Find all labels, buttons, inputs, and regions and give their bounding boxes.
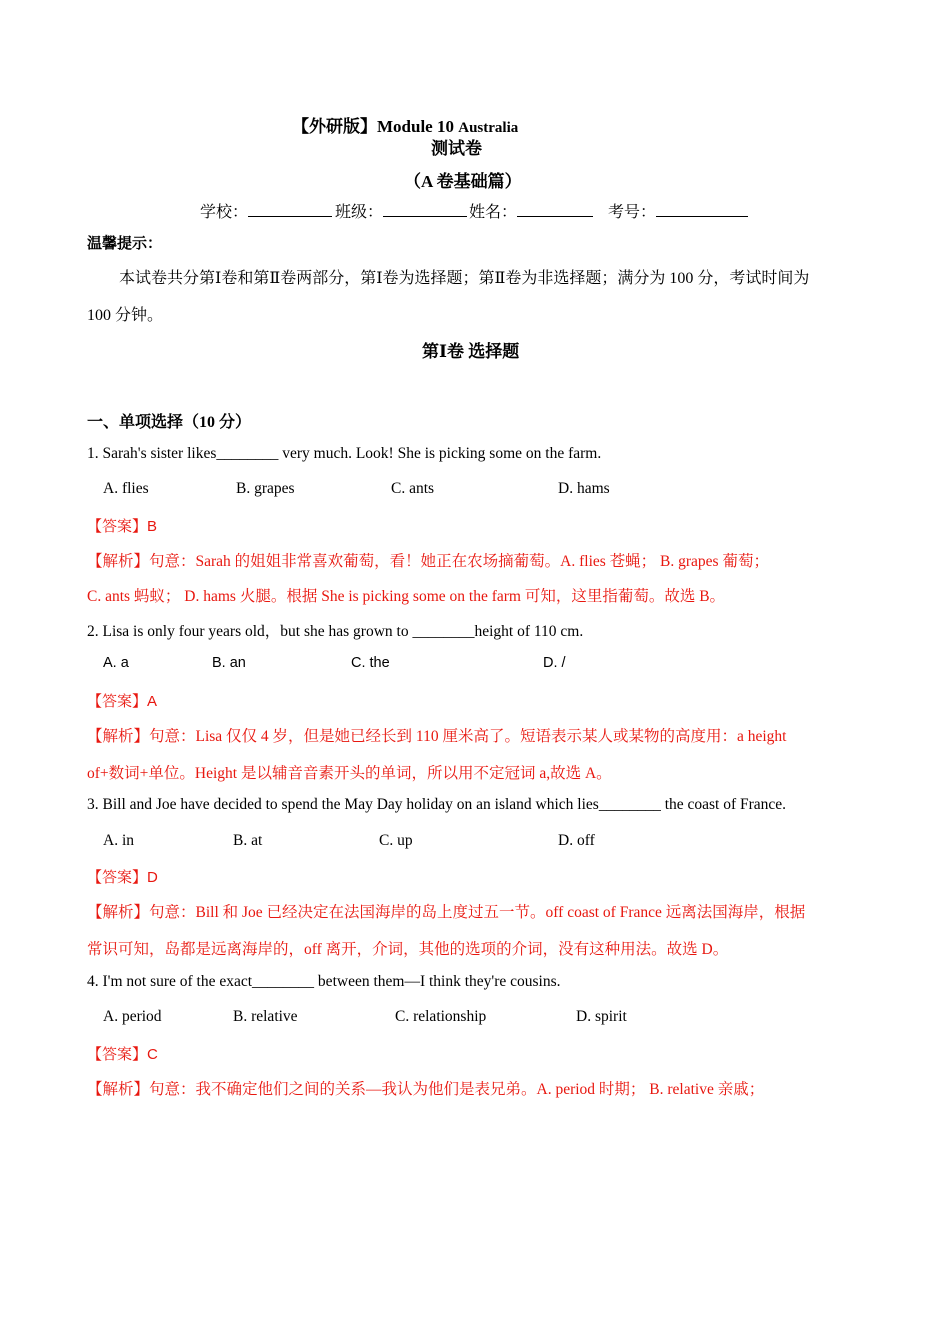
question-3-option-d: D. off xyxy=(558,832,595,849)
question-1-option-a: A. flies xyxy=(103,480,149,497)
question-1-stem: 1. Sarah's sister likes________ very much. Look! She is picking some on the farm. xyxy=(87,445,602,462)
title-prefix: 【外研版】 xyxy=(292,117,377,136)
question-2-option-b: B. an xyxy=(212,655,246,671)
question-4-answer: 【答案】C xyxy=(87,1046,158,1063)
question-2-explanation-line-2: of+数词+单位。Height 是以辅音音素开头的单词，所以用不定冠词 a,故选 A。 xyxy=(87,765,612,782)
paper-type: （A 卷基础篇） xyxy=(404,172,522,191)
tips-heading: 温馨提示： xyxy=(87,236,163,252)
question-2-answer: 【答案】A xyxy=(87,693,158,710)
number-field xyxy=(608,199,748,222)
question-2-option-c: C. the xyxy=(351,655,390,671)
question-3-stem: 3. Bill and Joe have decided to spend the May Day holiday on an island which lies________ the coast of France. xyxy=(87,796,787,813)
question-1-explanation-line-1: 【解析】句意：Sarah 的姐姐非常喜欢葡萄，看！她正在农场摘葡萄。A. flies 苍蝇； B. grapes 葡萄； xyxy=(87,553,769,570)
question-4-explanation-line-1: 【解析】句意：我不确定他们之间的关系—我认为他们是表兄弟。A. period 时期； B. relative 亲戚； xyxy=(87,1081,765,1098)
question-2-explanation-line-1: 【解析】句意：Lisa 仅仅 4 岁，但是她已经长到 110 厘米高了。短语表示某人或某物的高度用：a height xyxy=(87,728,787,745)
question-3-explanation-line-2: 常识可知，岛都是远离海岸的，off 离开，介词，其他的选项的介词，没有这种用法。故选 D。 xyxy=(87,941,729,958)
question-4-option-d: D. spirit xyxy=(576,1008,627,1025)
number-label: 考号： xyxy=(608,204,657,221)
question-1-answer: 【答案】B xyxy=(87,518,158,535)
class-label: 班级： xyxy=(335,204,384,221)
name-blank[interactable] xyxy=(517,202,593,217)
question-4-stem: 4. I'm not sure of the exact________ between them—I think they're cousins. xyxy=(87,973,561,990)
title-topic: Australia xyxy=(458,120,519,136)
question-2-option-d: D. / xyxy=(543,655,566,671)
question-1-option-b: B. grapes xyxy=(236,480,295,497)
class-field xyxy=(335,199,467,222)
question-4-option-c: C. relationship xyxy=(395,1008,487,1025)
question-4-option-a: A. period xyxy=(103,1008,162,1025)
title-module: Module 10 xyxy=(377,117,454,136)
class-blank[interactable] xyxy=(383,202,467,217)
school-field xyxy=(200,199,332,222)
tips-line-2: 100 分钟。 xyxy=(87,307,164,324)
name-field xyxy=(469,199,593,222)
exam-title xyxy=(292,112,518,137)
school-blank[interactable] xyxy=(248,202,332,217)
school-label: 学校： xyxy=(200,204,249,221)
question-3-answer: 【答案】D xyxy=(87,869,158,886)
section-title: 一、单项选择（10 分） xyxy=(87,414,252,431)
question-1-explanation-line-2: C. ants 蚂蚁； D. hams 火腿。根据 She is picking some on the farm 可知，这里指葡萄。故选 B。 xyxy=(87,588,726,605)
question-4-option-b: B. relative xyxy=(233,1008,298,1025)
question-3-option-a: A. in xyxy=(103,832,134,849)
name-label: 姓名： xyxy=(469,204,518,221)
question-3-explanation-line-1: 【解析】句意：Bill 和 Joe 已经决定在法国海岸的岛上度过五一节。off coast of France 远离法国海岸，根据 xyxy=(87,904,806,921)
question-2-stem: 2. Lisa is only four years old，but she has grown to ________height of 110 cm. xyxy=(87,623,584,640)
part1-title: 第Ⅰ卷 选择题 xyxy=(422,342,520,361)
question-1-option-d: D. hams xyxy=(558,480,610,497)
question-3-option-c: C. up xyxy=(379,832,413,849)
tips-line-1: 本试卷共分第Ⅰ卷和第Ⅱ卷两部分，第Ⅰ卷为选择题；第Ⅱ卷为非选择题；满分为 100 分，考试时间为 xyxy=(119,270,810,287)
question-2-option-a: A. a xyxy=(103,655,129,671)
question-1-option-c: C. ants xyxy=(391,480,435,497)
exam-subtitle: 测试卷 xyxy=(431,139,482,158)
question-3-option-b: B. at xyxy=(233,832,263,849)
number-blank[interactable] xyxy=(656,202,748,217)
